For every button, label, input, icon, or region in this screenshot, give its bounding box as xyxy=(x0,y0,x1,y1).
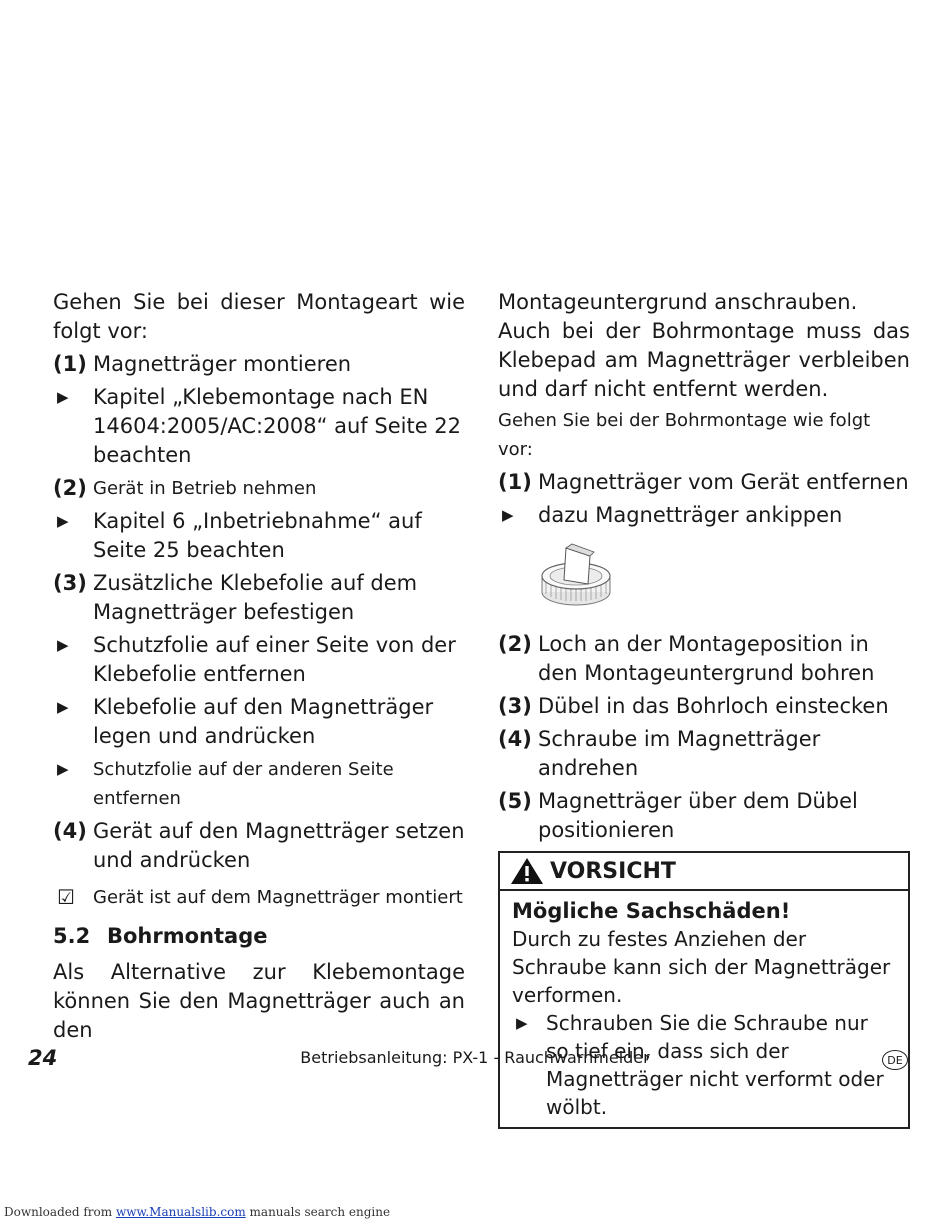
step-2 xyxy=(53,474,465,503)
step-number: (2) xyxy=(498,632,532,656)
bullet-item xyxy=(53,755,465,813)
warning-header xyxy=(500,853,908,891)
step-text: Gerät auf den Magnetträger setzen und andrücken xyxy=(93,819,465,872)
download-suffix: manuals search engine xyxy=(249,1205,391,1219)
warning-label: VORSICHT xyxy=(550,858,676,884)
result-text: Gerät ist auf dem Magnetträger montiert xyxy=(93,887,463,908)
step-text: Magnetträger vom Gerät entfernen xyxy=(538,470,909,494)
section-title: Bohrmontage xyxy=(107,924,268,948)
arrow-icon: ▶ xyxy=(57,760,69,778)
bullet-text: Schutzfolie auf der anderen Seite entfernen xyxy=(93,759,394,809)
bullet-item xyxy=(53,507,465,565)
step-1 xyxy=(498,468,910,497)
step-text: Magnetträger montieren xyxy=(93,352,352,376)
arrow-icon: ▶ xyxy=(57,512,69,530)
arrow-icon: ▶ xyxy=(57,698,69,716)
step-4 xyxy=(53,817,465,875)
bullet-text: Schutzfolie auf einer Seite von der Klebefolie entfernen xyxy=(93,633,456,686)
page-number: 24 xyxy=(28,1046,58,1070)
step-number: (4) xyxy=(498,727,532,751)
magnet-holder-illustration xyxy=(538,540,618,610)
bullet-text: Kapitel 6 „Inbetriebnahme“ auf Seite 25 beachten xyxy=(93,509,422,562)
step-2 xyxy=(498,630,910,688)
download-prefix: Downloaded from xyxy=(4,1205,113,1219)
bullet-text: Kapitel „Klebemontage nach EN 14604:2005/AC:2008“ auf Seite 22 beachten xyxy=(93,385,462,467)
step-4 xyxy=(498,725,910,783)
bullet-item xyxy=(498,501,910,530)
continuation-text: Montageuntergrund anschrauben. xyxy=(498,290,858,314)
step-number: (4) xyxy=(53,819,87,843)
step-number: (3) xyxy=(498,694,532,718)
bullet-text: dazu Magnetträger ankippen xyxy=(538,503,843,527)
bullet-text: Klebefolie auf den Magnetträger legen und andrücken xyxy=(93,695,434,748)
section-number: 5.2 xyxy=(53,924,91,948)
left-column xyxy=(53,288,465,1045)
download-note xyxy=(4,1205,390,1219)
note-text: Auch bei der Bohrmontage muss das Klebepad am Magnetträger verbleiben und darf nicht entfernt werden. xyxy=(498,319,910,401)
warning-title: Mögliche Sachschäden! xyxy=(512,899,791,923)
arrow-icon: ▶ xyxy=(57,636,69,654)
intro-text: Gehen Sie bei der Bohrmontage wie folgt vor: xyxy=(498,410,871,460)
result-item xyxy=(53,883,465,912)
step-number: (5) xyxy=(498,789,532,813)
bullet-item xyxy=(53,631,465,689)
step-3 xyxy=(498,692,910,721)
bullet-item xyxy=(53,693,465,751)
language-badge: DE xyxy=(882,1050,908,1070)
step-text: Loch an der Montageposition in den Montageuntergrund bohren xyxy=(538,632,875,685)
warning-body xyxy=(500,891,908,1127)
right-column xyxy=(498,288,910,1129)
step-number: (1) xyxy=(498,470,532,494)
step-text: Gerät in Betrieb nehmen xyxy=(93,478,317,499)
arrow-icon: ▶ xyxy=(57,388,69,406)
section-heading xyxy=(53,920,465,952)
step-text: Zusätzliche Klebefolie auf dem Magnetträger befestigen xyxy=(93,571,418,624)
warning-triangle-icon xyxy=(510,857,544,885)
bullet-item xyxy=(53,383,465,470)
intro-text: Gehen Sie bei dieser Montageart wie folgt vor: xyxy=(53,290,465,343)
step-1 xyxy=(53,350,465,379)
manualslib-link[interactable]: www.Manualslib.com xyxy=(115,1205,246,1219)
step-number: (1) xyxy=(53,352,87,376)
step-number: (3) xyxy=(53,571,87,595)
step-text: Dübel in das Bohrloch einstecken xyxy=(538,694,889,718)
warning-box xyxy=(498,851,910,1129)
step-text: Schraube im Magnetträger andrehen xyxy=(538,727,821,780)
footer-title: Betriebsanleitung: PX-1 - Rauchwarnmelder xyxy=(300,1048,650,1067)
section-text: Als Alternative zur Klebemontage können Sie den Magnetträger auch an den xyxy=(53,960,465,1042)
checkbox-icon: ☑ xyxy=(57,885,75,909)
arrow-icon: ▶ xyxy=(502,506,514,524)
step-3 xyxy=(53,569,465,627)
warning-text: Durch zu festes Anziehen der Schraube kann sich der Magnetträger verformen. xyxy=(512,927,891,1007)
step-text: Magnetträger über dem Dübel positionieren xyxy=(538,789,858,842)
step-number: (2) xyxy=(53,476,87,500)
arrow-icon: ▶ xyxy=(516,1014,528,1032)
bullet-text: Schrauben Sie die Schraube nur so tief ein, dass sich der Magnetträger nicht verformt oder wölbt. xyxy=(546,1011,884,1119)
step-5 xyxy=(498,787,910,845)
